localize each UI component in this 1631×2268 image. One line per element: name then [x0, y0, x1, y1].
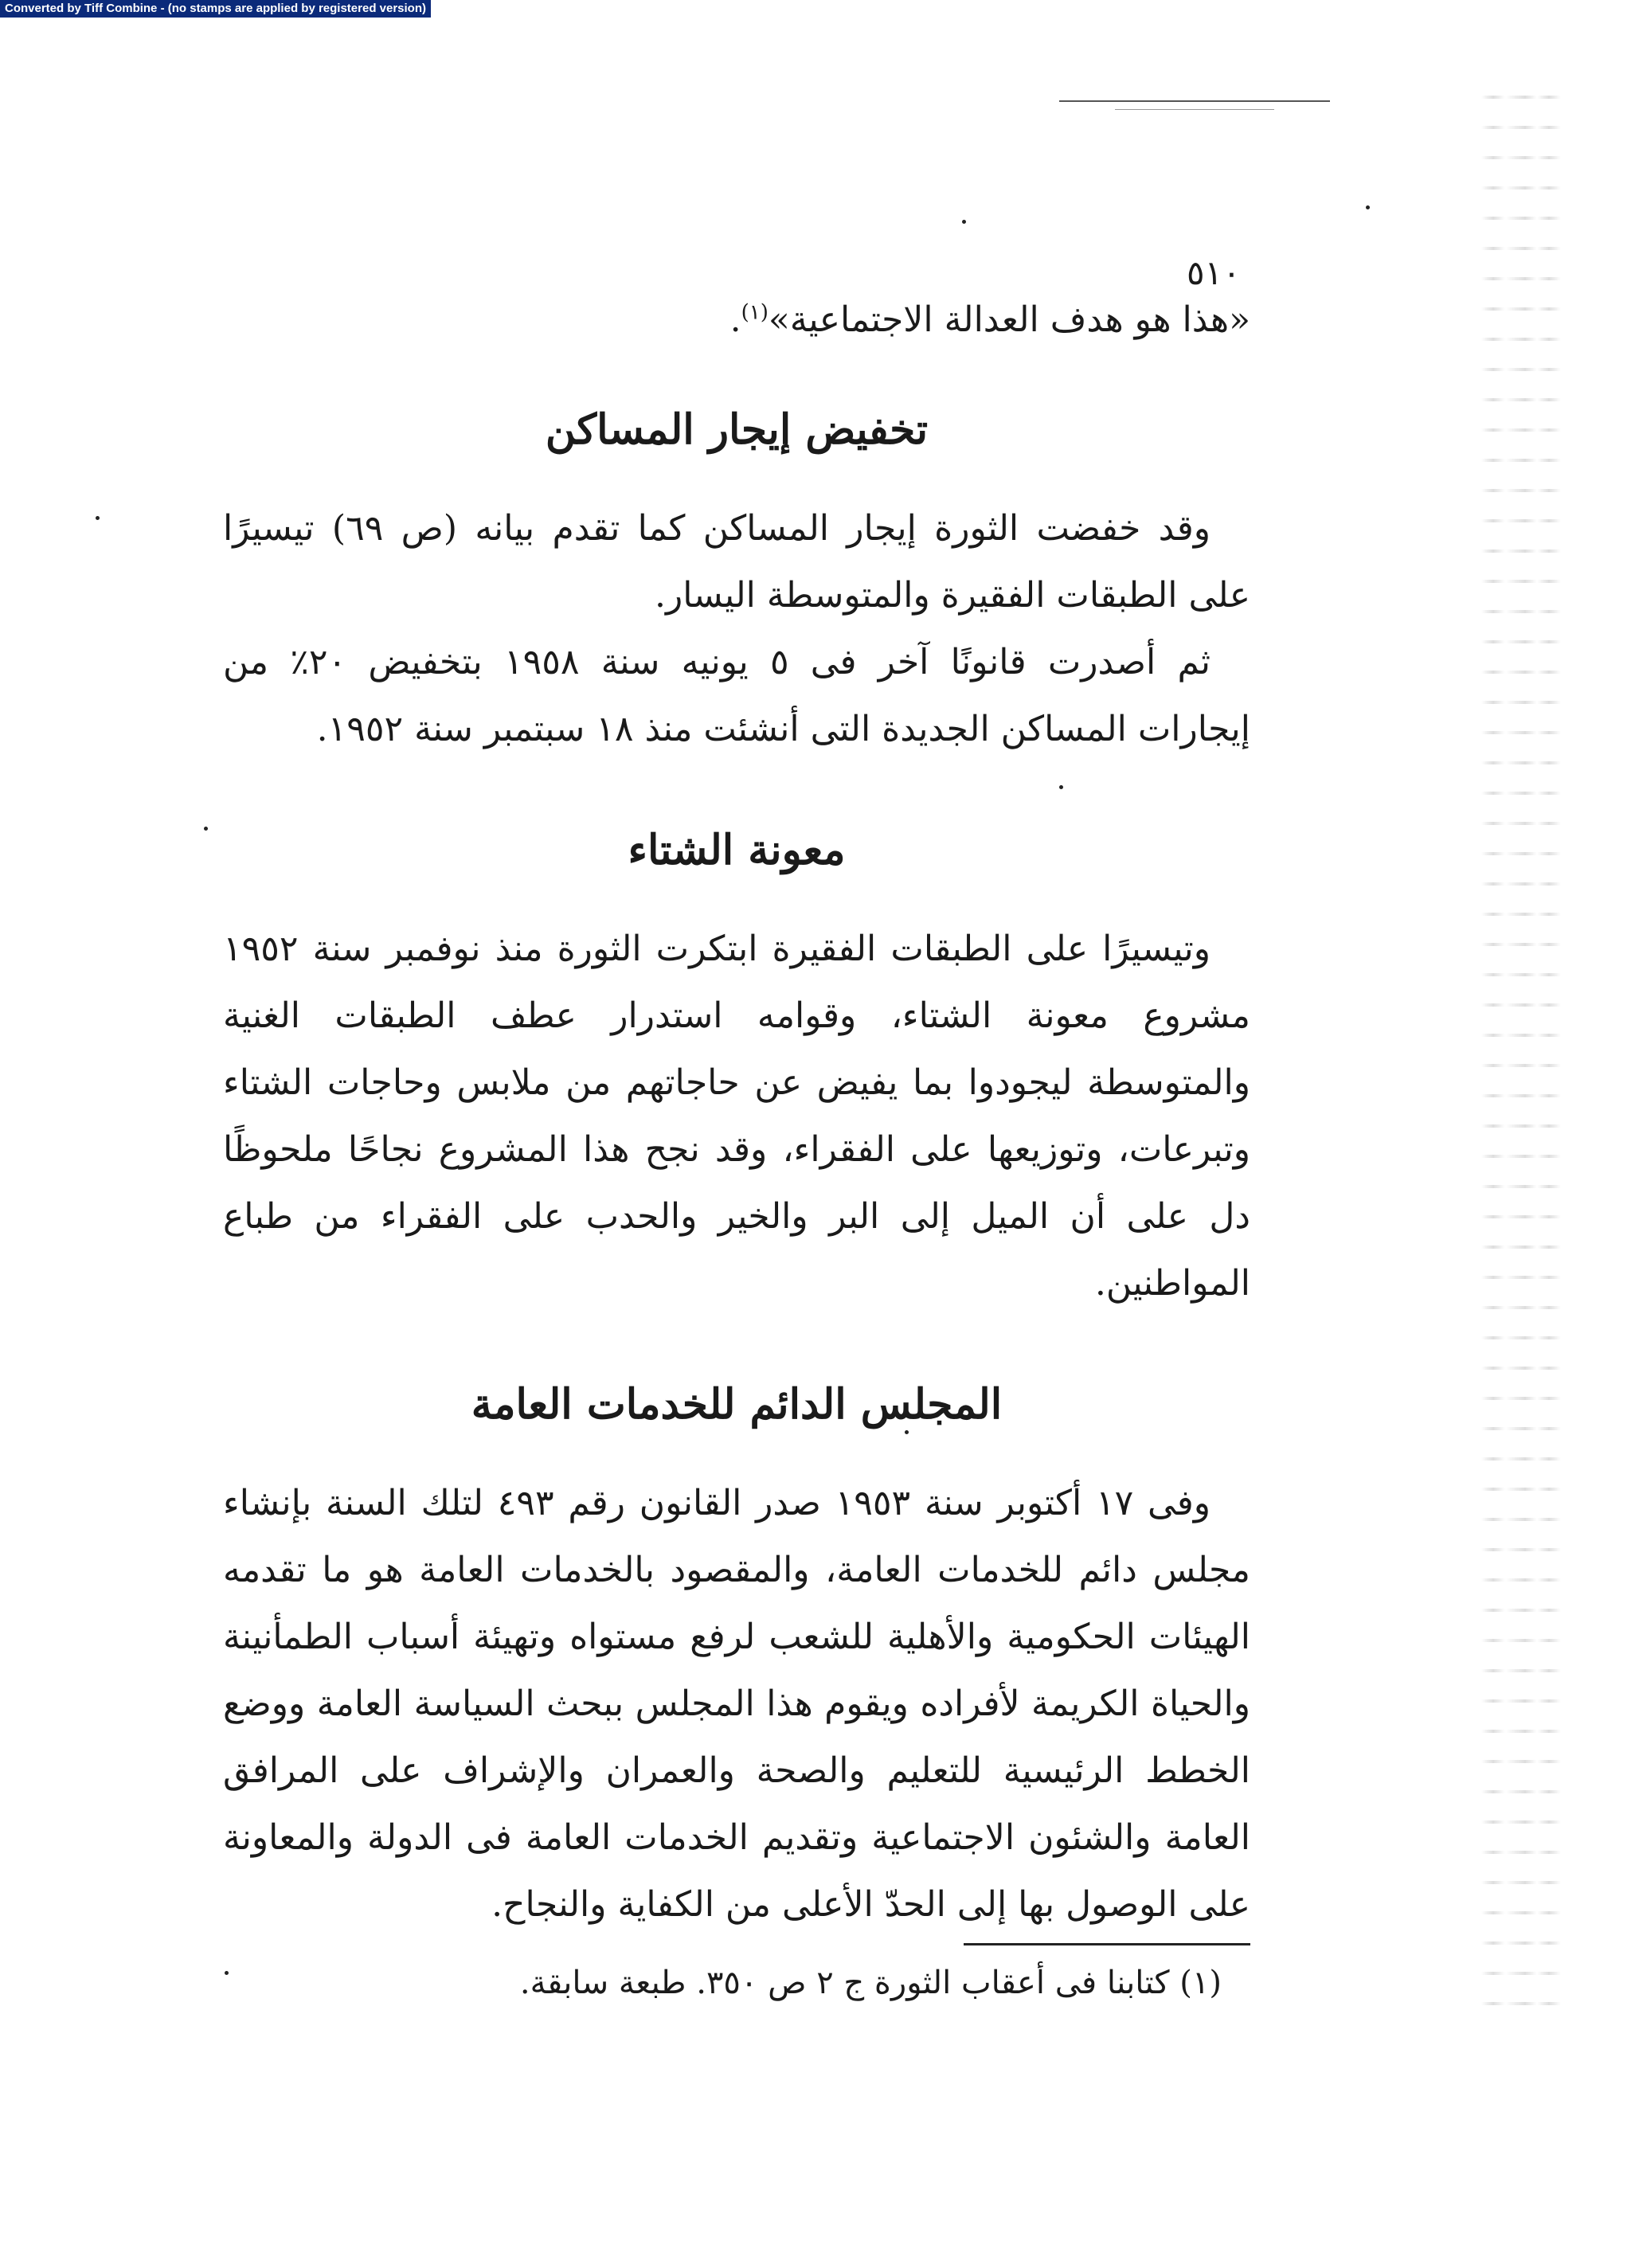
section-title-public-services-council: المجلس الدائم للخدمات العامة [471, 1380, 1003, 1429]
public-services-council-paragraph: وفى ١٧ أكتوبر سنة ١٩٥٣ صدر القانون رقم ٤٩٣ لتلك السنة بإنشاء مجلس دائم للخدمات العامة، والمقصود بالخدمات العامة هو ما تقدمه الهيئات الحكومية والأهلية للشعب لرفع مستواه وتهيئة أسباب الطمأنينة والحياة الكريمة لأفراده ويقوم هذا المجلس ببحث السياسة العامة ووضع الخطط الرئيسية للتعليم والصحة والعمران والإشراف على المرافق العامة والشئون الاجتماعية وتقديم الخدمات العامة فى الدولة والمعاونة على الوصول بها إلى الحدّ الأعلى من الكفاية والنجاح. [223, 1483, 1250, 1925]
intro-quote [223, 287, 1250, 354]
scan-speck [962, 220, 966, 224]
intro-quote-text: «هذا هو هدف العدالة الاجتماعية» [768, 299, 1250, 340]
section-title-winter-aid: معونة الشتاء [628, 826, 846, 874]
intro-quote-end: . [729, 299, 741, 340]
rent-reduction-paragraph-2: ثم أصدرت قانونًا آخر فى ٥ يونيه سنة ١٩٥٨ بتخفيض ٢٠٪ من إيجارات المساكن الجديدة التى أنشئت منذ ١٨ سبتمبر سنة ١٩٥٢. [223, 642, 1250, 749]
scan-speck [1366, 205, 1370, 209]
header-rule-secondary [1115, 109, 1274, 110]
scan-edge-artifacts [1481, 96, 1561, 2023]
winter-aid-paragraph: وتيسيرًا على الطبقات الفقيرة ابتكرت الثورة منذ نوفمبر سنة ١٩٥٢ مشروع معونة الشتاء، وقوامه استدرار عطف الطبقات الغنية والمتوسطة ليجودوا بما يفيض عن حاجاتهم من ملابس وحاجات الشتاء وتبرعات، وتوزيعها على الفقراء، وقد نجح هذا المشروع نجاحًا ملحوظًا دل على أن الميل إلى البر والخير والحدب على الفقراء من طباع المواطنين. [223, 929, 1250, 1304]
rent-reduction-paragraph-1: وقد خفضت الثورة إيجار المساكن كما تقدم بيانه (ص ٦٩) تيسيرًا على الطبقات الفقيرة والمتوسطة اليسار. [223, 508, 1250, 616]
scan-speck [96, 516, 100, 520]
footnote-separator [964, 1943, 1250, 1945]
footnote: (١) كتابنا فى أعقاب الثورة ج ٢ ص ٣٥٠. طبعة سابقة. [519, 1965, 1222, 2001]
page-number: ٥١٠ [1187, 253, 1241, 292]
page-body [223, 287, 1250, 2011]
scan-speck [204, 827, 208, 831]
footnote-reference: (١) [741, 300, 769, 325]
converter-banner: Converted by Tiff Combine - (no stamps are applied by registered version) [0, 0, 431, 18]
section-title-rent-reduction: تخفيض إيجار المساكن [545, 405, 929, 454]
header-rule [1059, 100, 1330, 102]
